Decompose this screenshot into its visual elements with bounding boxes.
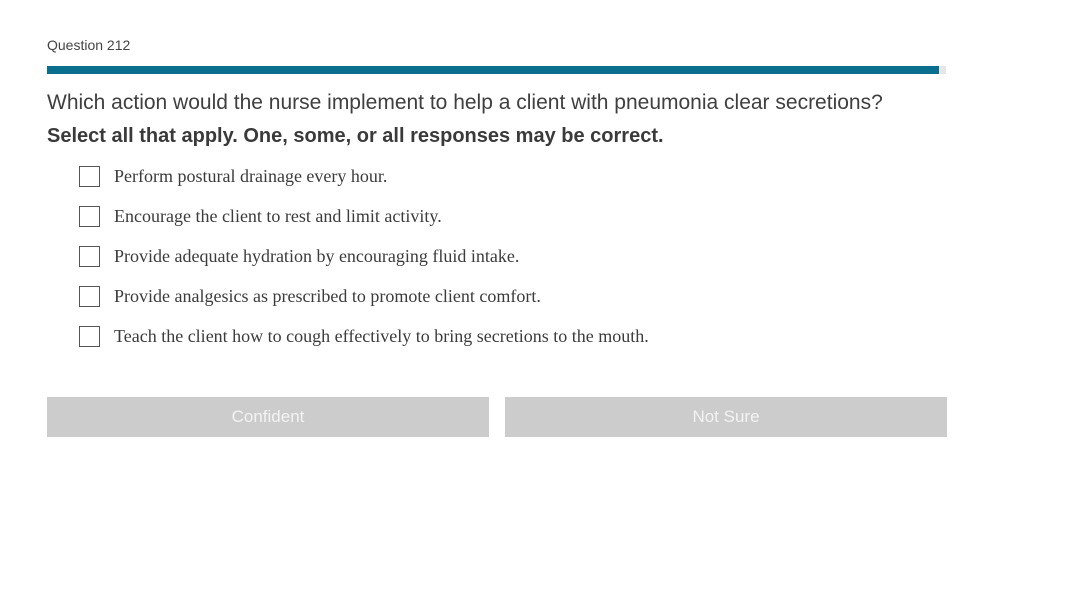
checkbox[interactable] [79,206,100,227]
answer-option-label: Perform postural drainage every hour. [114,165,388,186]
answer-option-label: Provide analgesics as prescribed to promote client comfort. [114,285,541,306]
answer-option[interactable] [79,284,649,308]
question-number: Question 212 [47,37,131,53]
answer-option[interactable] [79,204,649,228]
progress-bar [47,66,946,74]
answer-options [79,164,649,364]
question-instruction: Select all that apply. One, some, or all responses may be correct. [47,125,664,147]
confident-button[interactable]: Confident [47,397,489,437]
question-stem: Which action would the nurse implement to help a client with pneumonia clear secretions? [47,91,883,114]
answer-option[interactable] [79,244,649,268]
checkbox[interactable] [79,326,100,347]
not-sure-button[interactable]: Not Sure [505,397,947,437]
answer-option-label: Provide adequate hydration by encouraging fluid intake. [114,245,520,266]
checkbox[interactable] [79,286,100,307]
checkbox[interactable] [79,246,100,267]
checkbox[interactable] [79,166,100,187]
progress-bar-fill [47,66,939,74]
answer-option-label: Encourage the client to rest and limit activity. [114,205,442,226]
answer-option[interactable] [79,164,649,188]
answer-option-label: Teach the client how to cough effectively to bring secretions to the mouth. [114,325,649,346]
answer-option[interactable] [79,324,649,348]
